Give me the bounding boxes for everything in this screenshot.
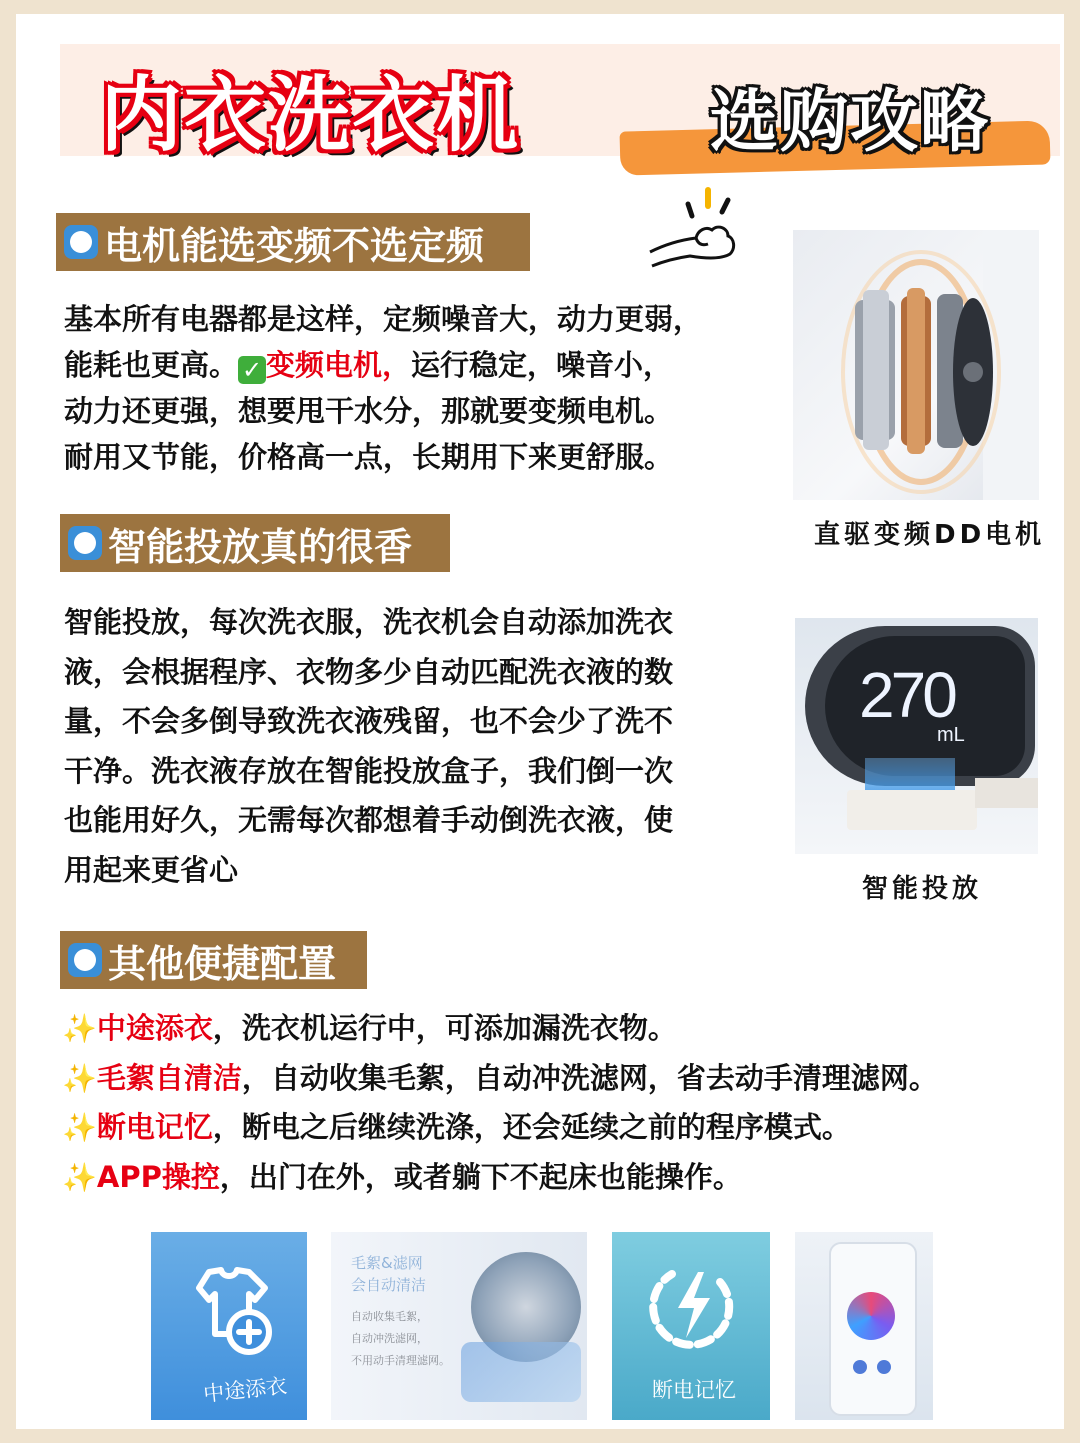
app-button [853,1360,867,1374]
feature-desc: ，自动收集毛絮，自动冲洗滤网，省去动手清理滤网。 [241,1061,938,1095]
text-line: 量，不会多倒导致洗衣液残留，也不会少了洗不 [64,704,674,739]
tile-label: 中途添衣 [202,1373,289,1407]
circle-bullet-icon [68,943,102,977]
tshirt-plus-icon [181,1262,277,1358]
text-line: 也能用好久，无需每次都想着手动倒洗衣液，使 [64,803,674,838]
check-icon: ✓ [238,356,266,384]
section-title-text: 智能投放真的很香 [108,524,413,569]
tile-heading [351,1252,426,1296]
text-line: 用起来更省心 [64,852,239,887]
section-title-dispense [60,514,450,572]
volume-readout: 270 [859,659,954,731]
motor-caption: 直驱变频DD电机 [814,520,1046,550]
dispense-caption: 智能投放 [862,874,983,904]
page-subtitle: 选购攻略 [710,83,991,162]
app-button [877,1360,891,1374]
tile-desc-line: 自动收集毛絮， [351,1310,428,1323]
sparkle-icon: ✨ [62,1062,97,1095]
lightning-icon [642,1254,742,1354]
text-fragment: 运行稳定，噪音小， [411,348,673,382]
text-line: 基本所有电器都是这样，定频噪音大，动力更弱， [64,302,703,336]
tile-heading-line: 毛絮&滤网 [351,1254,423,1272]
page-title: 内衣洗衣机 [100,68,521,163]
pointing-hand-icon [646,186,742,276]
sparkle-icon: ✨ [62,1012,97,1045]
text-line: 智能投放，每次洗衣服，洗衣机会自动添加洗衣 [64,605,674,639]
highlight-text: 变频电机， [266,348,412,382]
app-dial [847,1292,895,1340]
feature-item [62,1056,938,1097]
tile-heading-line: 会自动清洁 [351,1276,427,1294]
feature-name: APP操控 [96,1160,220,1194]
feature-desc: ，出门在外，或者躺下不起床也能操作。 [219,1160,742,1194]
sparkle-icon: ✨ [62,1161,97,1194]
text-line: 动力还更强，想要甩干水分，那就要变频电机。 [64,394,674,428]
feature-name: 中途添衣 [96,1011,213,1045]
section-title-motor [56,213,530,271]
text-fragment: 能耗也更高。 [64,348,239,382]
motor-photo [793,230,1039,500]
tile-lint-clean [331,1232,587,1420]
section-title-other [60,931,367,989]
tile-description [351,1306,450,1372]
feature-name: 断电记忆 [96,1110,213,1144]
feature-name: 毛絮自清洁 [96,1061,242,1095]
feature-item [62,1105,851,1146]
text-line: 液，会根据程序、衣物多少自动匹配洗衣液的数 [64,654,674,689]
text-line: 干净。洗衣液存放在智能投放盒子，我们倒一次 [64,753,674,788]
tile-desc-line: 不用动手清理滤网。 [351,1354,450,1367]
text-line [64,342,764,388]
volume-unit: mL [937,724,965,746]
dispense-paragraph [64,598,744,896]
motor-illustration [793,230,1039,500]
tile-add-clothes [151,1232,307,1420]
filter-illustration [461,1342,581,1402]
feature-desc: ，洗衣机运行中，可添加漏洗衣物。 [212,1011,677,1045]
sparkle-icon: ✨ [62,1111,97,1144]
section-title-text: 其他便捷配置 [108,941,337,986]
feature-item [62,1006,677,1047]
machine-body [975,778,1038,808]
motor-paragraph [64,296,764,480]
tile-app-control [795,1232,933,1420]
feature-item [62,1155,742,1196]
dispense-photo [795,618,1038,854]
tile-label: 断电记忆 [652,1378,736,1402]
section-title-text: 电机能选变频不选定频 [104,223,485,268]
feature-desc: ，断电之后继续洗涤，还会延续之前的程序模式。 [212,1110,851,1144]
circle-bullet-icon [64,225,98,259]
circle-bullet-icon [68,526,102,560]
text-line: 耐用又节能，价格高一点，长期用下来更舒服。 [64,440,674,474]
tile-desc-line: 自动冲洗滤网， [351,1332,428,1345]
tile-power-memory [612,1232,770,1420]
dispense-drawer [847,790,977,830]
